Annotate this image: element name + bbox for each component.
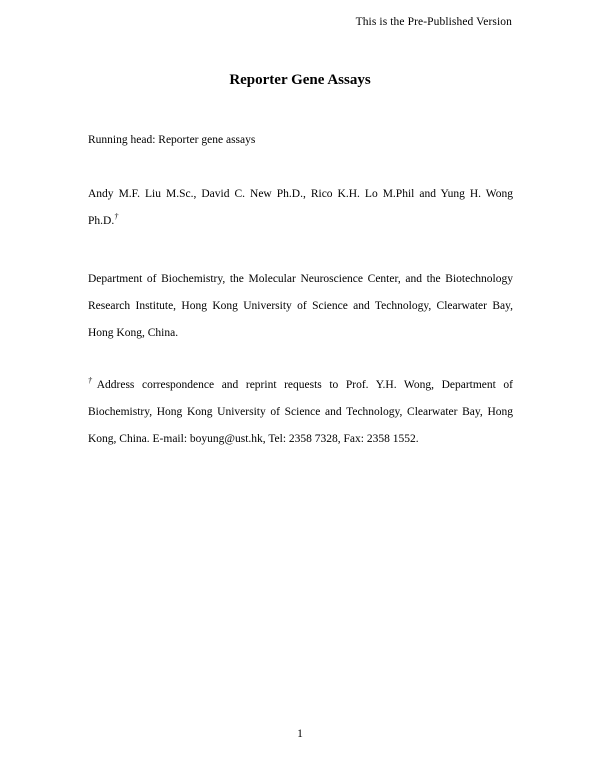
affiliation: Department of Biochemistry, the Molecular Neuroscience Center, and the Biotechnology Research Institute, Hong Kong University of Science and Technology, Clearwater Bay, Hong Kong, China. xyxy=(88,273,513,339)
author-list xyxy=(88,181,513,235)
running-head: Running head: Reporter gene assays xyxy=(88,134,256,146)
paper-title: Reporter Gene Assays xyxy=(229,72,371,88)
corresponding-author-mark: † xyxy=(114,212,119,221)
pre-published-note: This is the Pre-Published Version xyxy=(355,16,512,28)
author-names: Andy M.F. Liu M.Sc., David C. New Ph.D., Rico K.H. Lo M.Phil and Yung H. Wong Ph.D. xyxy=(88,188,513,227)
correspondence-mark: † xyxy=(88,376,97,385)
page-number: 1 xyxy=(297,728,303,740)
correspondence-text: Address correspondence and reprint requests to Prof. Y.H. Wong, Department of Biochemistry, Hong Kong University of Science and Technology, Clearwater Bay, Hong Kong, China. E-mail: boyung@ust.hk, Tel: 2358 7328, Fax: 2358 1552. xyxy=(88,379,514,445)
correspondence-info xyxy=(88,372,513,453)
